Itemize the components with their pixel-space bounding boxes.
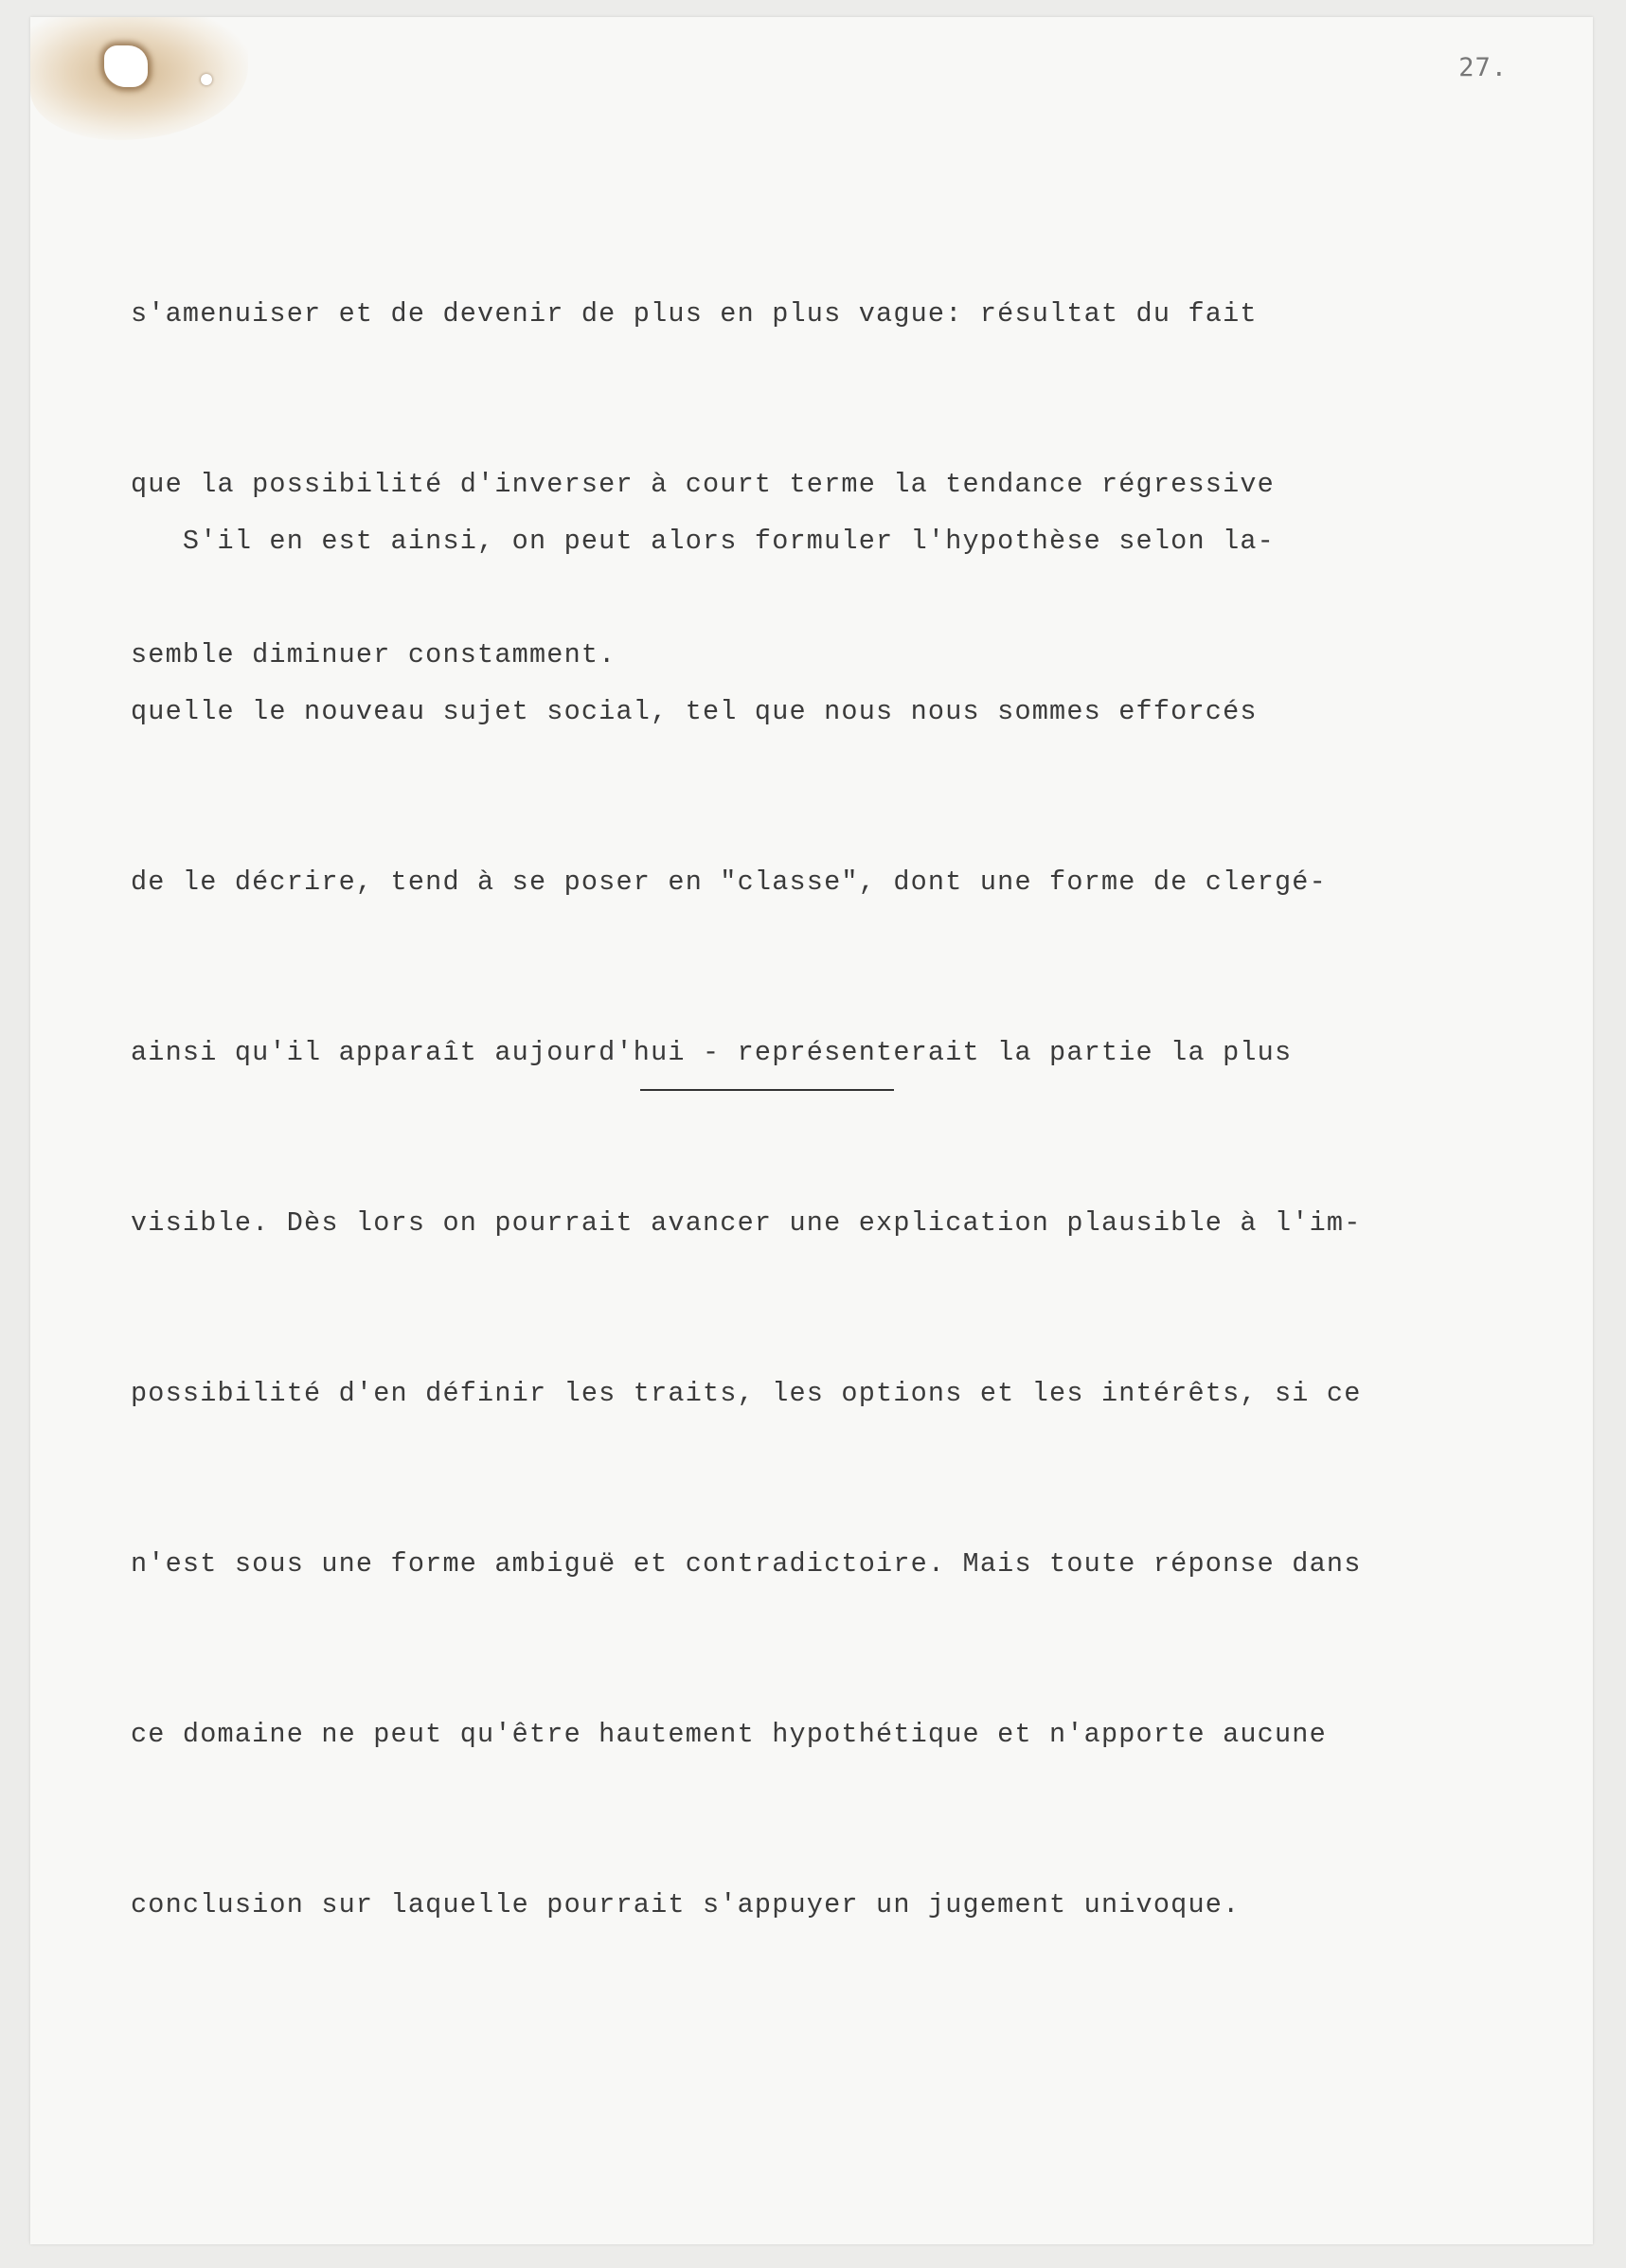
text-line: S'il en est ainsi, on peut alors formuler l'hypothèse selon la-	[131, 526, 1275, 557]
text-line: s'amenuiser et de devenir de plus en plus vague: résultat du fait	[131, 298, 1258, 330]
text-line: n'est sous une forme ambiguë et contradictoire. Mais toute réponse dans	[131, 1548, 1362, 1580]
end-rule	[640, 1089, 894, 1091]
text-line: quelle le nouveau sujet social, tel que nous nous sommes efforcés	[131, 696, 1258, 727]
text-line: possibilité d'en définir les traits, les options et les intérêts, si ce	[131, 1378, 1362, 1409]
punch-hole	[201, 74, 212, 85]
document-page	[30, 17, 1593, 2244]
text-line: conclusion sur laquelle pourrait s'appuyer un jugement univoque.	[131, 1889, 1241, 1920]
page-number: 27.	[1458, 53, 1508, 82]
text-line: ce domaine ne peut qu'être hautement hypothétique et n'apporte aucune	[131, 1719, 1327, 1750]
text-line: de le décrire, tend à se poser en "classe", dont une forme de clergé-	[131, 866, 1327, 898]
text-line: que la possibilité d'inverser à court terme la tendance régressive	[131, 469, 1275, 500]
paragraph-2	[131, 400, 1570, 2047]
text-line: semble diminuer constamment.	[131, 639, 616, 670]
text-line: ainsi qu'il apparaît aujourd'hui - représenterait la partie la plus	[131, 1037, 1293, 1068]
burn-hole	[104, 45, 148, 87]
text-line: visible. Dès lors on pourrait avancer une explication plausible à l'im-	[131, 1207, 1362, 1239]
